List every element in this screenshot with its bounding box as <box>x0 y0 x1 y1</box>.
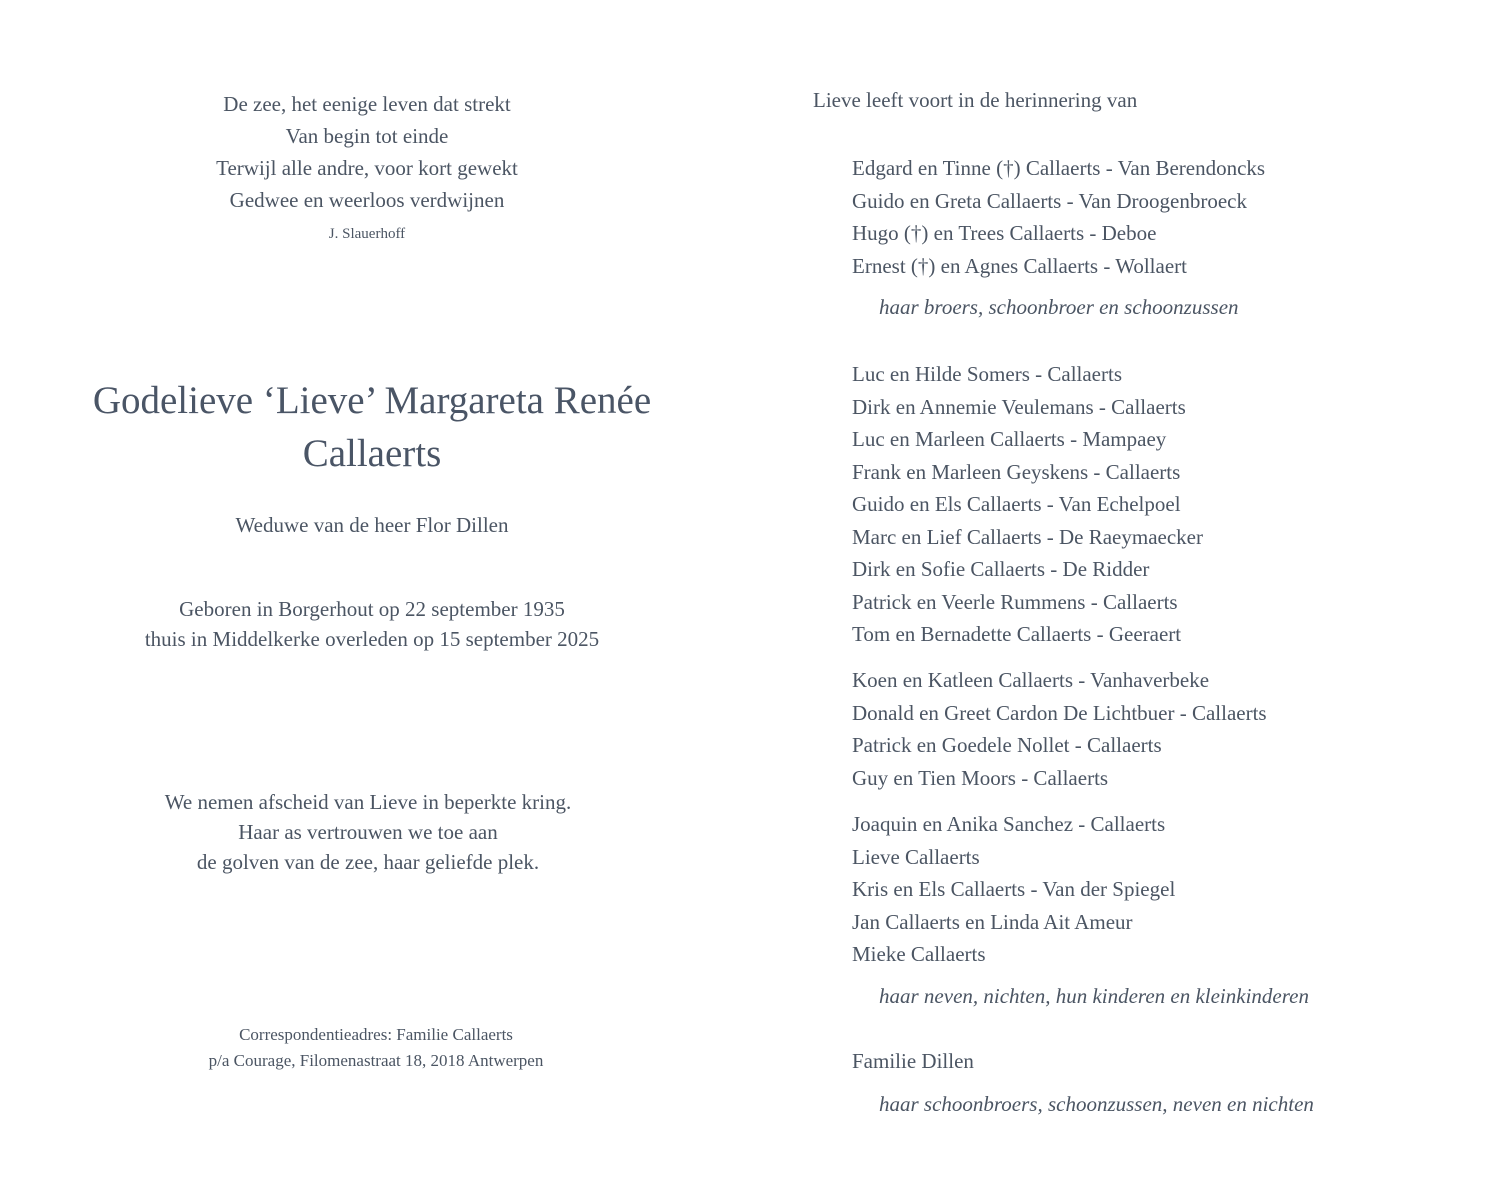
family-entry: Frank en Marleen Geyskens - Callaerts <box>852 459 1181 484</box>
family-entry: Patrick en Veerle Rummens - Callaerts <box>852 589 1178 614</box>
death-line: thuis in Middelkerke overleden op 15 september 2025 <box>144 627 600 651</box>
family-entry: Dirk en Annemie Veulemans - Callaerts <box>852 394 1186 419</box>
family-entry: Hugo (†) en Trees Callaerts - Deboe <box>852 221 1157 245</box>
siblings-relation: haar broers, schoonbroer en schoonzussen <box>879 295 1239 319</box>
family-entry: Mieke Callaerts <box>852 942 986 966</box>
correspondence-line: Correspondentieadres: Familie Callaerts <box>239 1025 513 1044</box>
farewell-line: We nemen afscheid van Lieve in beperkte kring. <box>164 790 572 814</box>
family-entry: Koen en Katleen Callaerts - Vanhaverbeke <box>852 668 1210 692</box>
nephews-group-3 <box>852 808 1175 971</box>
poem-line: De zee, het eenige leven dat strekt <box>223 92 511 116</box>
dillen-relation: haar schoonbroers, schoonzussen, neven en nichten <box>879 1092 1314 1116</box>
family-entry: Tom en Bernadette Callaerts - Geeraert <box>852 622 1182 646</box>
farewell-line: de golven van de zee, haar geliefde plek. <box>196 850 540 874</box>
deceased-name-line: Godelieve ‘Lieve’ Margareta Renée <box>92 379 652 422</box>
correspondence-address <box>40 1022 712 1074</box>
family-entry: Guy en Tien Moors - Callaerts <box>852 765 1109 790</box>
family-entry: Patrick en Goedele Nollet - Callaerts <box>852 733 1162 757</box>
family-entry: Luc en Hilde Somers - Callaerts <box>852 362 1123 386</box>
life-dates <box>40 594 704 654</box>
family-entry: Guido en Els Callaerts - Van Echelpoel <box>852 492 1181 516</box>
farewell-text <box>40 787 696 877</box>
dillen-family <box>852 1045 974 1078</box>
nephews-group-2 <box>852 664 1267 794</box>
deceased-name <box>40 374 704 480</box>
family-entry: Edgard en Tinne (†) Callaerts - Van Berendoncks <box>852 156 1266 180</box>
birth-line: Geboren in Borgerhout op 22 september 1935 <box>179 597 565 621</box>
poem-author: J. Slauerhoff <box>328 226 406 242</box>
family-entry: Jan Callaerts en Linda Ait Ameur <box>852 909 1133 934</box>
family-entry: Familie Dillen <box>852 1049 974 1073</box>
poem-line: Terwijl alle andre, voor kort gewekt <box>216 156 518 180</box>
family-entry: Luc en Marleen Callaerts - Mampaey <box>852 427 1167 451</box>
siblings-list <box>852 152 1265 282</box>
poem-line: Gedwee en weerloos verdwijnen <box>229 188 505 212</box>
family-entry: Marc en Lief Callaerts - De Raeymaecker <box>852 524 1203 549</box>
farewell-line: Haar as vertrouwen we toe aan <box>238 820 498 844</box>
family-entry: Dirk en Sofie Callaerts - De Ridder <box>852 557 1150 581</box>
widow-of: Weduwe van de heer Flor Dillen <box>235 513 509 537</box>
family-entry: Kris en Els Callaerts - Van der Spiegel <box>852 877 1176 901</box>
poem-line: Van begin tot einde <box>285 124 449 148</box>
deceased-surname: Callaerts <box>302 432 442 475</box>
family-entry: Ernest (†) en Agnes Callaerts - Wollaert <box>852 253 1187 278</box>
remembrance-intro: Lieve leeft voort in de herinnering van <box>813 88 1138 112</box>
family-entry: Donald en Greet Cardon De Lichtbuer - Callaerts <box>852 700 1267 725</box>
correspondence-line: p/a Courage, Filomenastraat 18, 2018 Antwerpen <box>208 1051 544 1070</box>
poem <box>60 88 674 216</box>
nephews-relation: haar neven, nichten, hun kinderen en kleinkinderen <box>879 984 1309 1008</box>
nephews-group-1 <box>852 358 1203 651</box>
family-entry: Lieve Callaerts <box>852 844 980 869</box>
family-entry: Guido en Greta Callaerts - Van Droogenbroeck <box>852 188 1247 213</box>
family-entry: Joaquin en Anika Sanchez - Callaerts <box>852 812 1166 836</box>
